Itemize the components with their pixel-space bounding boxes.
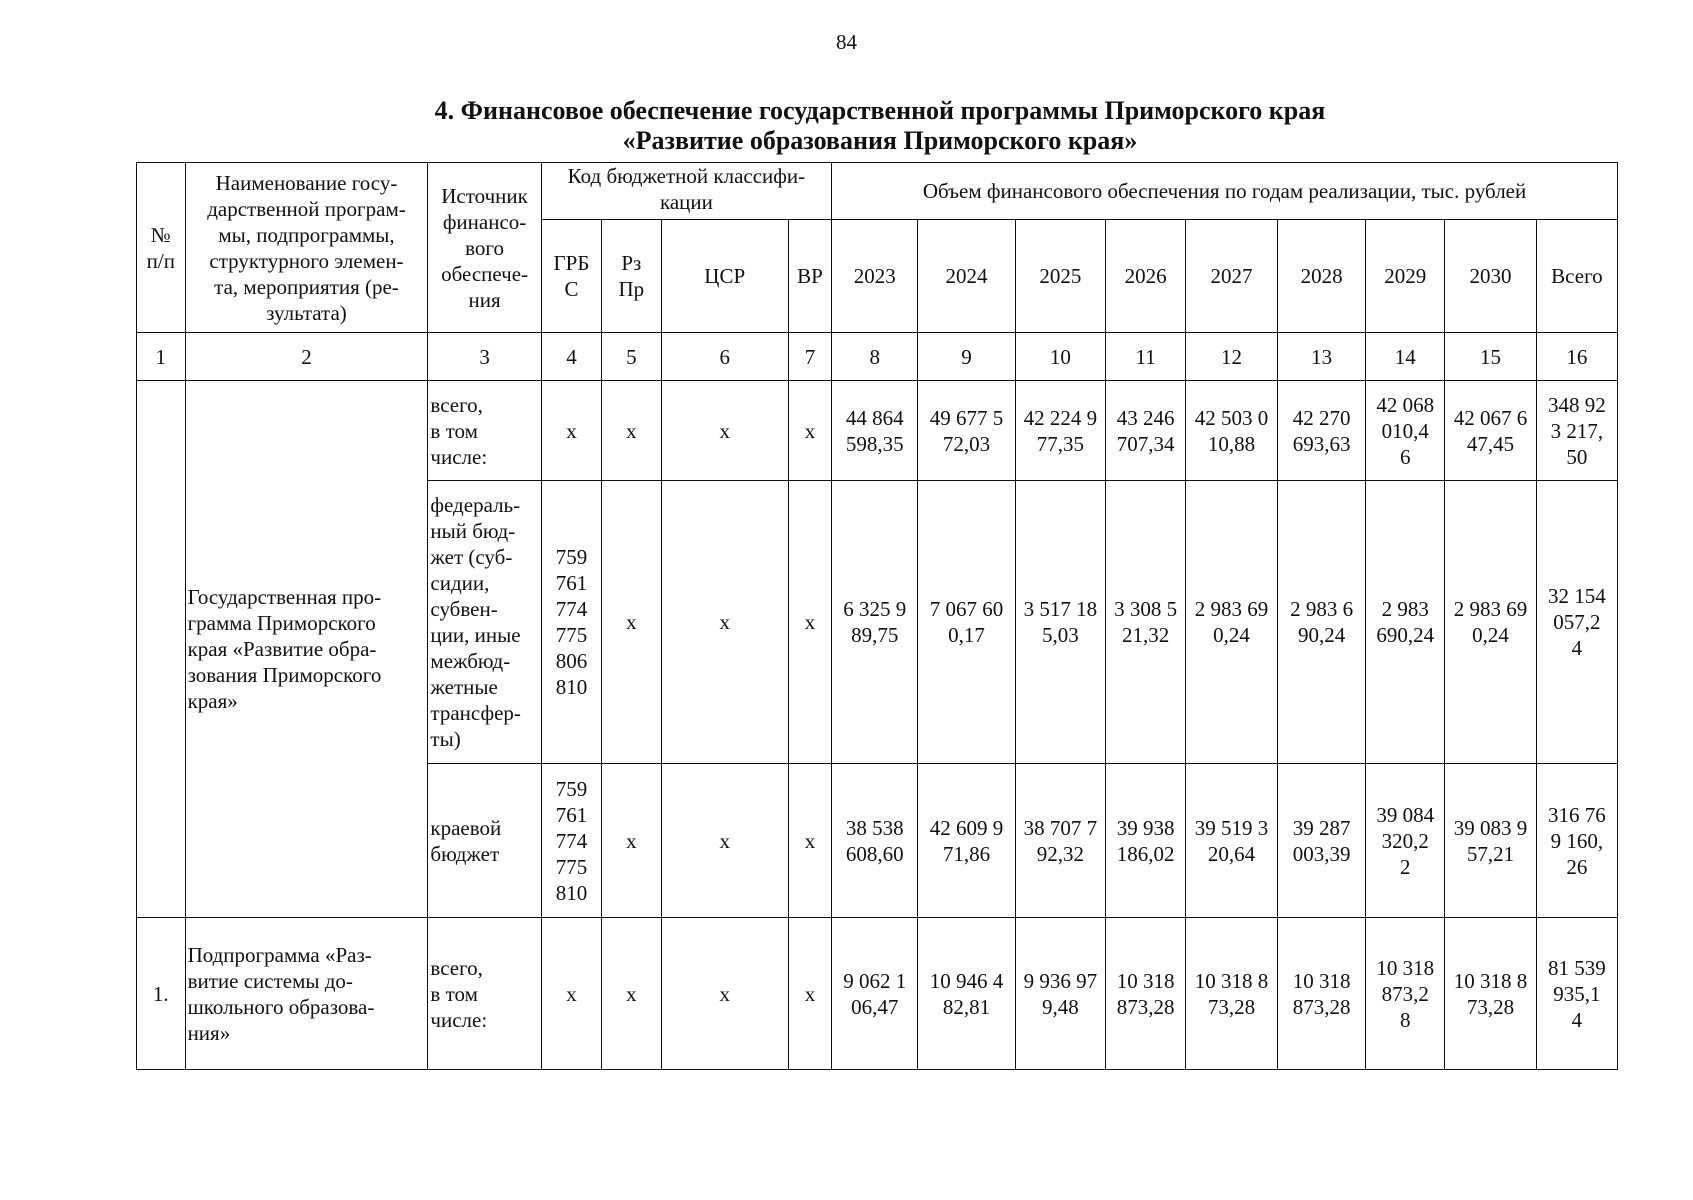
column-number: 12	[1186, 333, 1278, 381]
column-number-row	[137, 333, 1618, 381]
row-rzpr: х	[602, 381, 661, 481]
row-value: 39 084 320,2 2	[1366, 764, 1445, 918]
row-value: 3 308 5 21,32	[1106, 481, 1186, 764]
row-value: 42 067 6 47,45	[1445, 381, 1537, 481]
row-csr: х	[661, 481, 788, 764]
column-number: 6	[661, 333, 788, 381]
row-value: 9 936 97 9,48	[1015, 918, 1106, 1070]
header-year: 2026	[1106, 220, 1186, 333]
row-value: 39 287 003,39	[1277, 764, 1366, 918]
table-row	[137, 381, 1618, 481]
row-value: 10 318 873,28	[1277, 918, 1366, 1070]
row-rzpr: х	[602, 918, 661, 1070]
row-name: Государственная про- грамма Приморского края «Развитие обра- зования Приморского края»	[185, 381, 428, 918]
row-value: 39 938 186,02	[1106, 764, 1186, 918]
page-number: 84	[836, 30, 857, 54]
row-value: 10 946 4 82,81	[918, 918, 1015, 1070]
row-value: 42 270 693,63	[1277, 381, 1366, 481]
row-csr: х	[661, 381, 788, 481]
header-vr: ВР	[788, 220, 831, 333]
header-name: Наименование госу- дарственной програм- мы, подпрограммы, структурного элемен- та, мероприятия (ре- зультата)	[185, 163, 428, 333]
row-grbs: 759 761 774 775 806 810	[541, 481, 601, 764]
financing-table	[136, 162, 1618, 1070]
column-number: 14	[1366, 333, 1445, 381]
row-total: 81 539 935,1 4	[1536, 918, 1617, 1070]
row-num	[137, 381, 186, 918]
row-rzpr: х	[602, 481, 661, 764]
header-rzpr: Рз Пр	[602, 220, 661, 333]
header-source: Источник финансо- вого обеспече- ния	[428, 163, 541, 333]
header-year: 2024	[918, 220, 1015, 333]
row-value: 2 983 69 0,24	[1445, 481, 1537, 764]
header-year: 2023	[832, 220, 918, 333]
row-value: 38 707 7 92,32	[1015, 764, 1106, 918]
column-number: 2	[185, 333, 428, 381]
row-source: федераль- ный бюд- жет (суб- сидии, субвен- ции, иные межбюд- жетные трансфер- ты)	[428, 481, 541, 764]
row-value: 2 983 690,24	[1366, 481, 1445, 764]
row-source: всего, в том числе:	[428, 381, 541, 481]
row-value: 10 318 873,28	[1106, 918, 1186, 1070]
row-rzpr: х	[602, 764, 661, 918]
row-source: краевой бюджет	[428, 764, 541, 918]
row-value: 42 609 9 71,86	[918, 764, 1015, 918]
row-value: 49 677 5 72,03	[918, 381, 1015, 481]
row-value: 10 318 8 73,28	[1445, 918, 1537, 1070]
header-row-1	[137, 163, 1618, 220]
header-csr: ЦСР	[661, 220, 788, 333]
header-budget-code: Код бюджетной классифи- кации	[541, 163, 831, 220]
row-value: 39 519 3 20,64	[1186, 764, 1278, 918]
row-csr: х	[661, 764, 788, 918]
header-grbs: ГРБ С	[541, 220, 601, 333]
row-vr: х	[788, 918, 831, 1070]
column-number: 13	[1277, 333, 1366, 381]
row-name: Подпрограмма «Раз- витие системы до- школьного образова- ния»	[185, 918, 428, 1070]
row-value: 10 318 8 73,28	[1186, 918, 1278, 1070]
header-num: № п/п	[137, 163, 186, 333]
document-title	[140, 96, 1620, 156]
column-number: 9	[918, 333, 1015, 381]
table-row	[137, 918, 1618, 1070]
row-source: всего, в том числе:	[428, 918, 541, 1070]
row-grbs: 759 761 774 775 810	[541, 764, 601, 918]
title-line-2: «Развитие образования Приморского края»	[622, 126, 1138, 155]
column-number: 1	[137, 333, 186, 381]
row-value: 6 325 9 89,75	[832, 481, 918, 764]
row-csr: х	[661, 918, 788, 1070]
row-total: 316 76 9 160, 26	[1536, 764, 1617, 918]
column-number: 4	[541, 333, 601, 381]
row-value: 44 864 598,35	[832, 381, 918, 481]
column-number: 3	[428, 333, 541, 381]
row-value: 3 517 18 5,03	[1015, 481, 1106, 764]
row-value: 39 083 9 57,21	[1445, 764, 1537, 918]
row-value: 42 503 0 10,88	[1186, 381, 1278, 481]
header-total: Всего	[1536, 220, 1617, 333]
row-value: 10 318 873,2 8	[1366, 918, 1445, 1070]
column-number: 10	[1015, 333, 1106, 381]
header-year: 2028	[1277, 220, 1366, 333]
column-number: 11	[1106, 333, 1186, 381]
header-year: 2027	[1186, 220, 1278, 333]
row-value: 42 224 9 77,35	[1015, 381, 1106, 481]
row-vr: х	[788, 764, 831, 918]
row-num: 1.	[137, 918, 186, 1070]
header-year: 2030	[1445, 220, 1537, 333]
title-line-1: 4. Финансовое обеспечение государственной программы Приморского края	[434, 96, 1326, 125]
column-number: 8	[832, 333, 918, 381]
row-grbs: х	[541, 918, 601, 1070]
header-year: 2029	[1366, 220, 1445, 333]
header-volume: Объем финансового обеспечения по годам реализации, тыс. рублей	[832, 163, 1618, 220]
row-total: 32 154 057,2 4	[1536, 481, 1617, 764]
row-total: 348 92 3 217, 50	[1536, 381, 1617, 481]
row-value: 38 538 608,60	[832, 764, 918, 918]
column-number: 7	[788, 333, 831, 381]
row-value: 2 983 6 90,24	[1277, 481, 1366, 764]
column-number: 15	[1445, 333, 1537, 381]
row-value: 42 068 010,4 6	[1366, 381, 1445, 481]
header-year: 2025	[1015, 220, 1106, 333]
row-value: 43 246 707,34	[1106, 381, 1186, 481]
row-grbs: х	[541, 381, 601, 481]
column-number: 16	[1536, 333, 1617, 381]
row-value: 9 062 1 06,47	[832, 918, 918, 1070]
column-number: 5	[602, 333, 661, 381]
row-vr: х	[788, 381, 831, 481]
row-value: 7 067 60 0,17	[918, 481, 1015, 764]
row-value: 2 983 69 0,24	[1186, 481, 1278, 764]
row-vr: х	[788, 481, 831, 764]
